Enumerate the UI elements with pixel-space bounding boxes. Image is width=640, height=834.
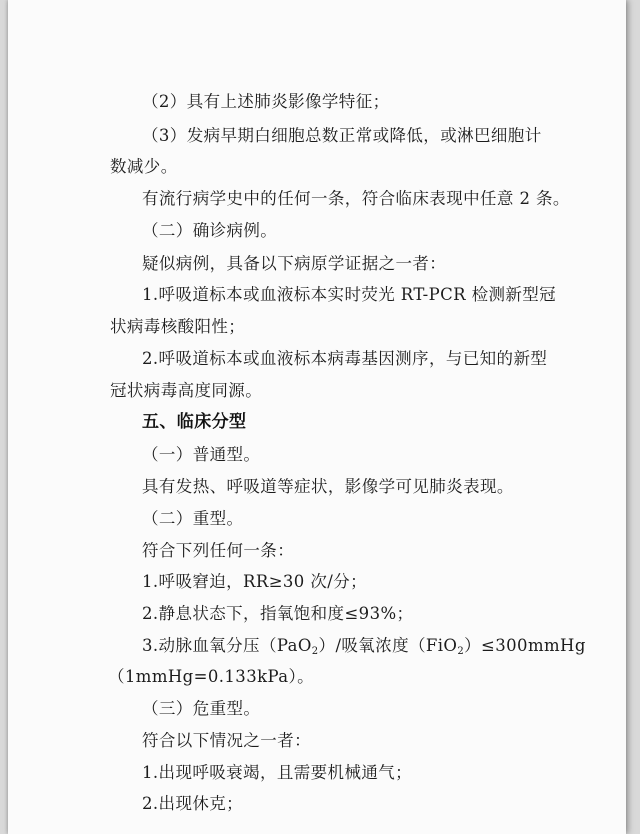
text-line: 2.出现休克； bbox=[142, 794, 244, 813]
text-line: （1mmHg=0.133kPa）。 bbox=[108, 667, 315, 686]
text-line: （三）危重型。 bbox=[142, 699, 261, 718]
section-heading: 五、临床分型 bbox=[142, 412, 247, 432]
text-line: （2）具有上述肺炎影像学特征； bbox=[142, 92, 390, 111]
text-line: 2.呼吸道标本或血液标本病毒基因测序，与已知的新型 bbox=[142, 349, 548, 368]
text-line: 2.静息状态下，指氧饱和度≤93%； bbox=[142, 604, 414, 623]
subscript-2: 2 bbox=[311, 646, 319, 657]
text-line: 状病毒核酸阳性； bbox=[110, 317, 246, 336]
text-line: 1.出现呼吸衰竭，且需要机械通气； bbox=[142, 763, 413, 782]
text-line: 疑似病例，具备以下病原学证据之一者： bbox=[142, 254, 447, 273]
formula-prefix: 3.动脉血氧分压（PaO bbox=[142, 636, 312, 655]
text-line: 具有发热、呼吸道等症状，影像学可见肺炎表现。 bbox=[142, 477, 514, 496]
formula-line bbox=[142, 636, 586, 662]
formula-middle: ）/吸氧浓度（FiO bbox=[318, 636, 458, 655]
text-line: 符合下列任何一条： bbox=[142, 541, 295, 560]
text-line: （3）发病早期白细胞总数正常或降低，或淋巴细胞计 bbox=[142, 126, 542, 145]
text-line: 1.呼吸窘迫，RR≥30 次/分； bbox=[142, 572, 368, 591]
text-line: 符合以下情况之一者： bbox=[142, 731, 311, 750]
subscript-2: 2 bbox=[457, 646, 465, 657]
text-line: 1.呼吸道标本或血液标本实时荧光 RT-PCR 检测新型冠 bbox=[142, 285, 557, 304]
text-line: （一）普通型。 bbox=[142, 445, 261, 464]
text-line: （二）重型。 bbox=[142, 509, 244, 528]
text-line: （二）确诊病例。 bbox=[142, 221, 278, 240]
document-page bbox=[8, 0, 626, 834]
text-line: 数减少。 bbox=[110, 157, 178, 176]
text-line: 冠状病毒高度同源。 bbox=[110, 381, 263, 400]
formula-suffix: ）≤300mmHg bbox=[464, 636, 586, 655]
text-line: 有流行病学史中的任何一条，符合临床表现中任意 2 条。 bbox=[142, 189, 570, 208]
